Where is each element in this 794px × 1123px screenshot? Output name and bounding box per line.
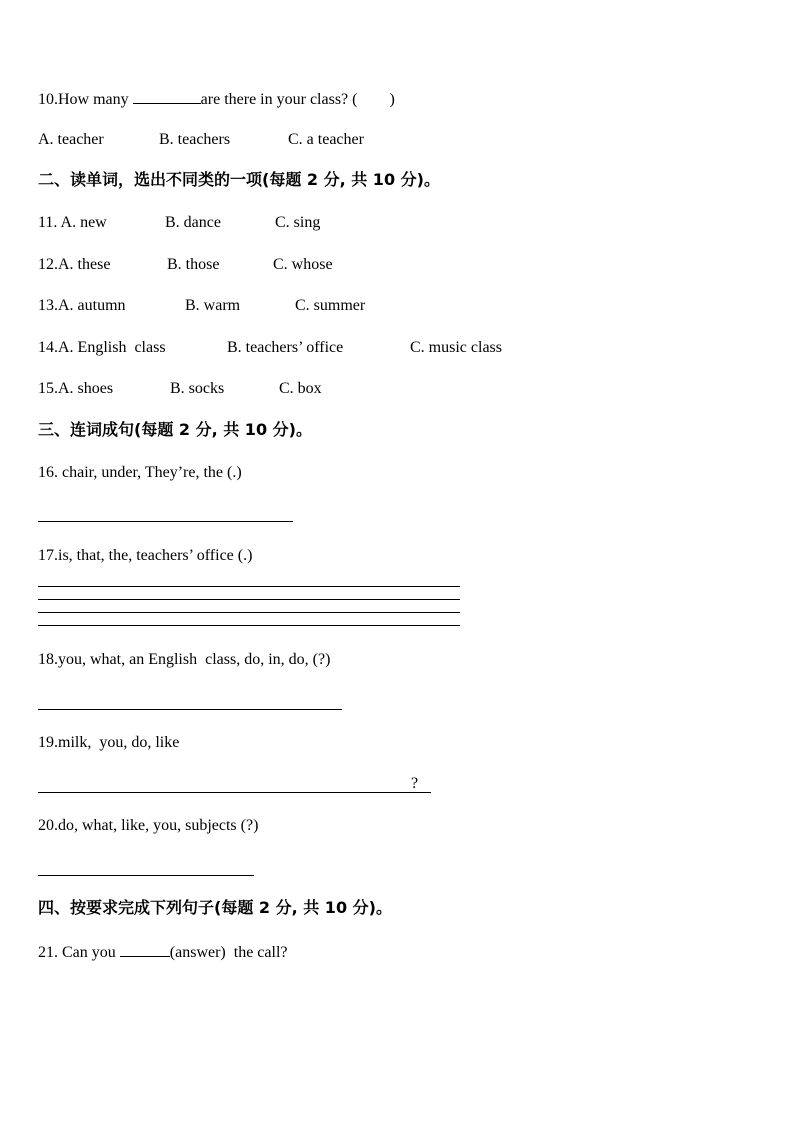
question-14: 14.A. English class [38, 339, 166, 356]
section-4-heading: 四、按要求完成下列句子(每题 2 分, 共 10 分)。 [38, 898, 392, 917]
option-c: C. whose [273, 256, 333, 273]
question-21 [38, 941, 288, 963]
answer-line[interactable] [38, 599, 460, 600]
question-18: 18.you, what, an English class, do, in, do, (?) [38, 651, 331, 668]
question-12: 12.A. these [38, 256, 111, 273]
answer-line[interactable] [38, 709, 342, 710]
option-b: B. teachers’ office [227, 339, 344, 356]
section-2-heading: 二、读单词，选出不同类的一项(每题 2 分, 共 10 分)。 [38, 170, 440, 189]
answer-line[interactable] [38, 612, 460, 613]
option-c: C. sing [275, 214, 321, 231]
answer-line[interactable] [38, 875, 254, 876]
answer-line[interactable] [38, 521, 293, 522]
question-21-suffix: (answer) the call? [169, 944, 288, 961]
question-10-prefix: 10.How many [38, 91, 133, 108]
answer-line[interactable] [38, 792, 431, 793]
section-3-heading: 三、连词成句(每题 2 分, 共 10 分)。 [38, 420, 312, 439]
question-10 [38, 88, 395, 110]
answer-line[interactable] [38, 586, 460, 587]
option-b: B. dance [165, 214, 221, 231]
question-10-suffix: are there in your class? ( ) [200, 91, 395, 108]
question-21-prefix: 21. Can you [38, 944, 120, 961]
option-b: B. socks [170, 380, 225, 397]
question-19: 19.milk, you, do, like [38, 734, 180, 751]
question-16: 16. chair, under, They’re, the (.) [38, 464, 242, 481]
option-c: C. box [279, 380, 322, 397]
answer-blank[interactable] [133, 88, 201, 104]
option-c: C. music class [410, 339, 502, 356]
option-b: B. those [167, 256, 220, 273]
option-b: B. teachers [159, 131, 231, 148]
question-15: 15.A. shoes [38, 380, 114, 397]
question-20: 20.do, what, like, you, subjects (?) [38, 817, 259, 834]
option-c: C. summer [295, 297, 366, 314]
question-mark: ? [411, 775, 419, 792]
option-a: A. teacher [38, 131, 104, 148]
question-13: 13.A. autumn [38, 297, 126, 314]
answer-blank[interactable] [120, 941, 170, 957]
option-b: B. warm [185, 297, 241, 314]
option-c: C. a teacher [288, 131, 364, 148]
answer-line[interactable] [38, 625, 460, 626]
question-17: 17.is, that, the, teachers’ office (.) [38, 547, 253, 564]
question-11: 11. A. new [38, 214, 107, 231]
